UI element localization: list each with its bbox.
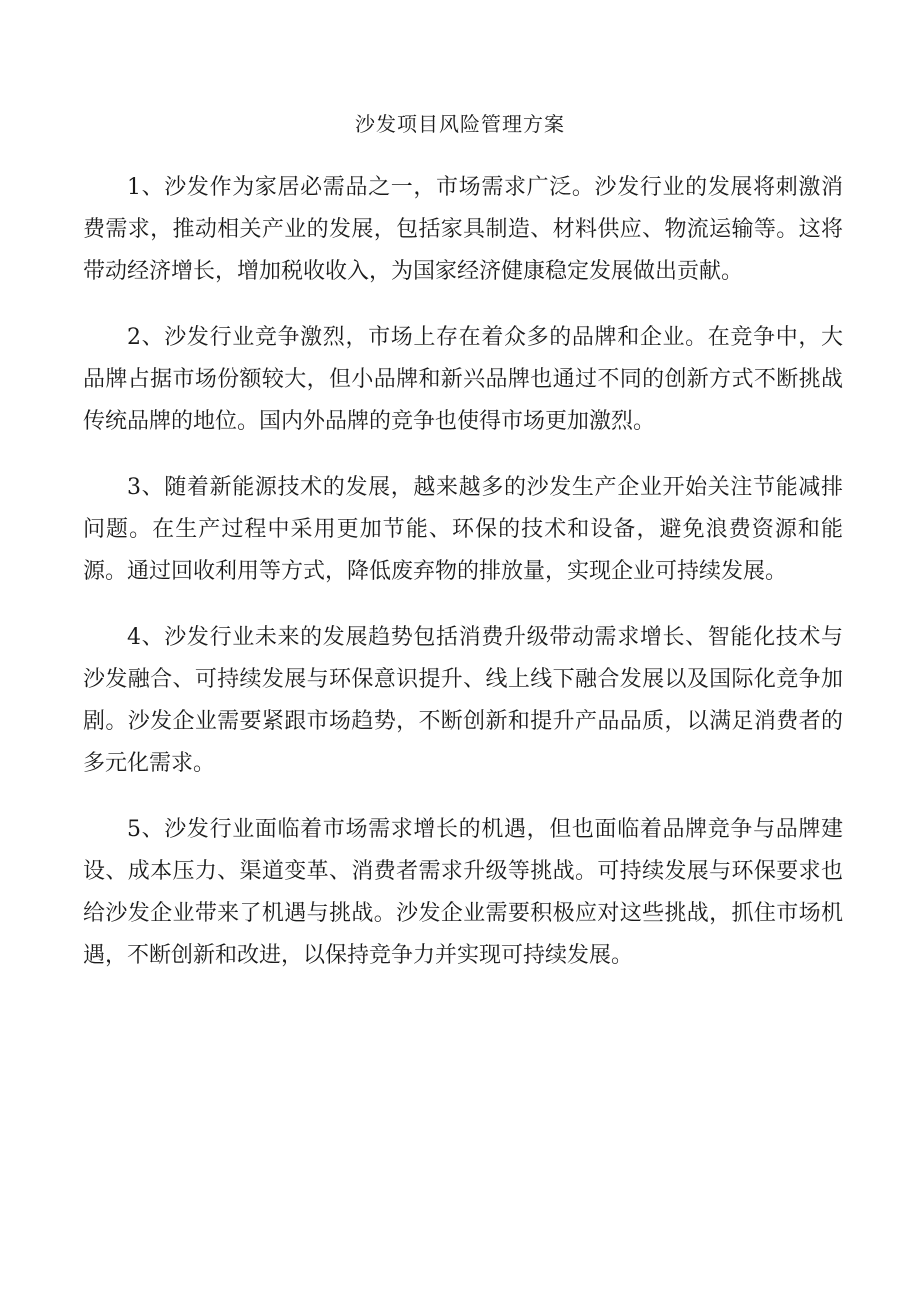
document-title: 沙发项目风险管理方案 <box>355 112 565 136</box>
paragraph-5: 5、沙发行业面临着市场需求增长的机遇，但也面临着品牌竞争与品牌建设、成本压力、渠道变革、消费者需求升级等挑战。可持续发展与环保要求也给沙发企业带来了机遇与挑战。沙发企业需要积极应对这些挑战，抓住市场机遇，不断创新和改进，以保持竞争力并实现可持续发展。 <box>83 817 843 968</box>
paragraph-4: 4、沙发行业未来的发展趋势包括消费升级带动需求增长、智能化技术与沙发融合、可持续发展与环保意识提升、线上线下融合发展以及国际化竞争加剧。沙发企业需要紧跟市场趋势，不断创新和提升产品品质，以满足消费者的多元化需求。 <box>83 625 843 776</box>
document-body <box>83 167 843 1001</box>
paragraph-1: 1、沙发作为家居必需品之一，市场需求广泛。沙发行业的发展将刺激消费需求，推动相关产业的发展，包括家具制造、材料供应、物流运输等。这将带动经济增长，增加税收收入，为国家经济健康稳定发展做出贡献。 <box>83 175 843 284</box>
paragraph-3: 3、随着新能源技术的发展，越来越多的沙发生产企业开始关注节能减排问题。在生产过程中采用更加节能、环保的技术和设备，避免浪费资源和能源。通过回收利用等方式，降低废弃物的排放量，实现企业可持续发展。 <box>83 475 843 584</box>
paragraph-2: 2、沙发行业竞争激烈，市场上存在着众多的品牌和企业。在竞争中，大品牌占据市场份额较大，但小品牌和新兴品牌也通过不同的创新方式不断挑战传统品牌的地位。国内外品牌的竞争也使得市场更加激烈。 <box>83 325 843 434</box>
